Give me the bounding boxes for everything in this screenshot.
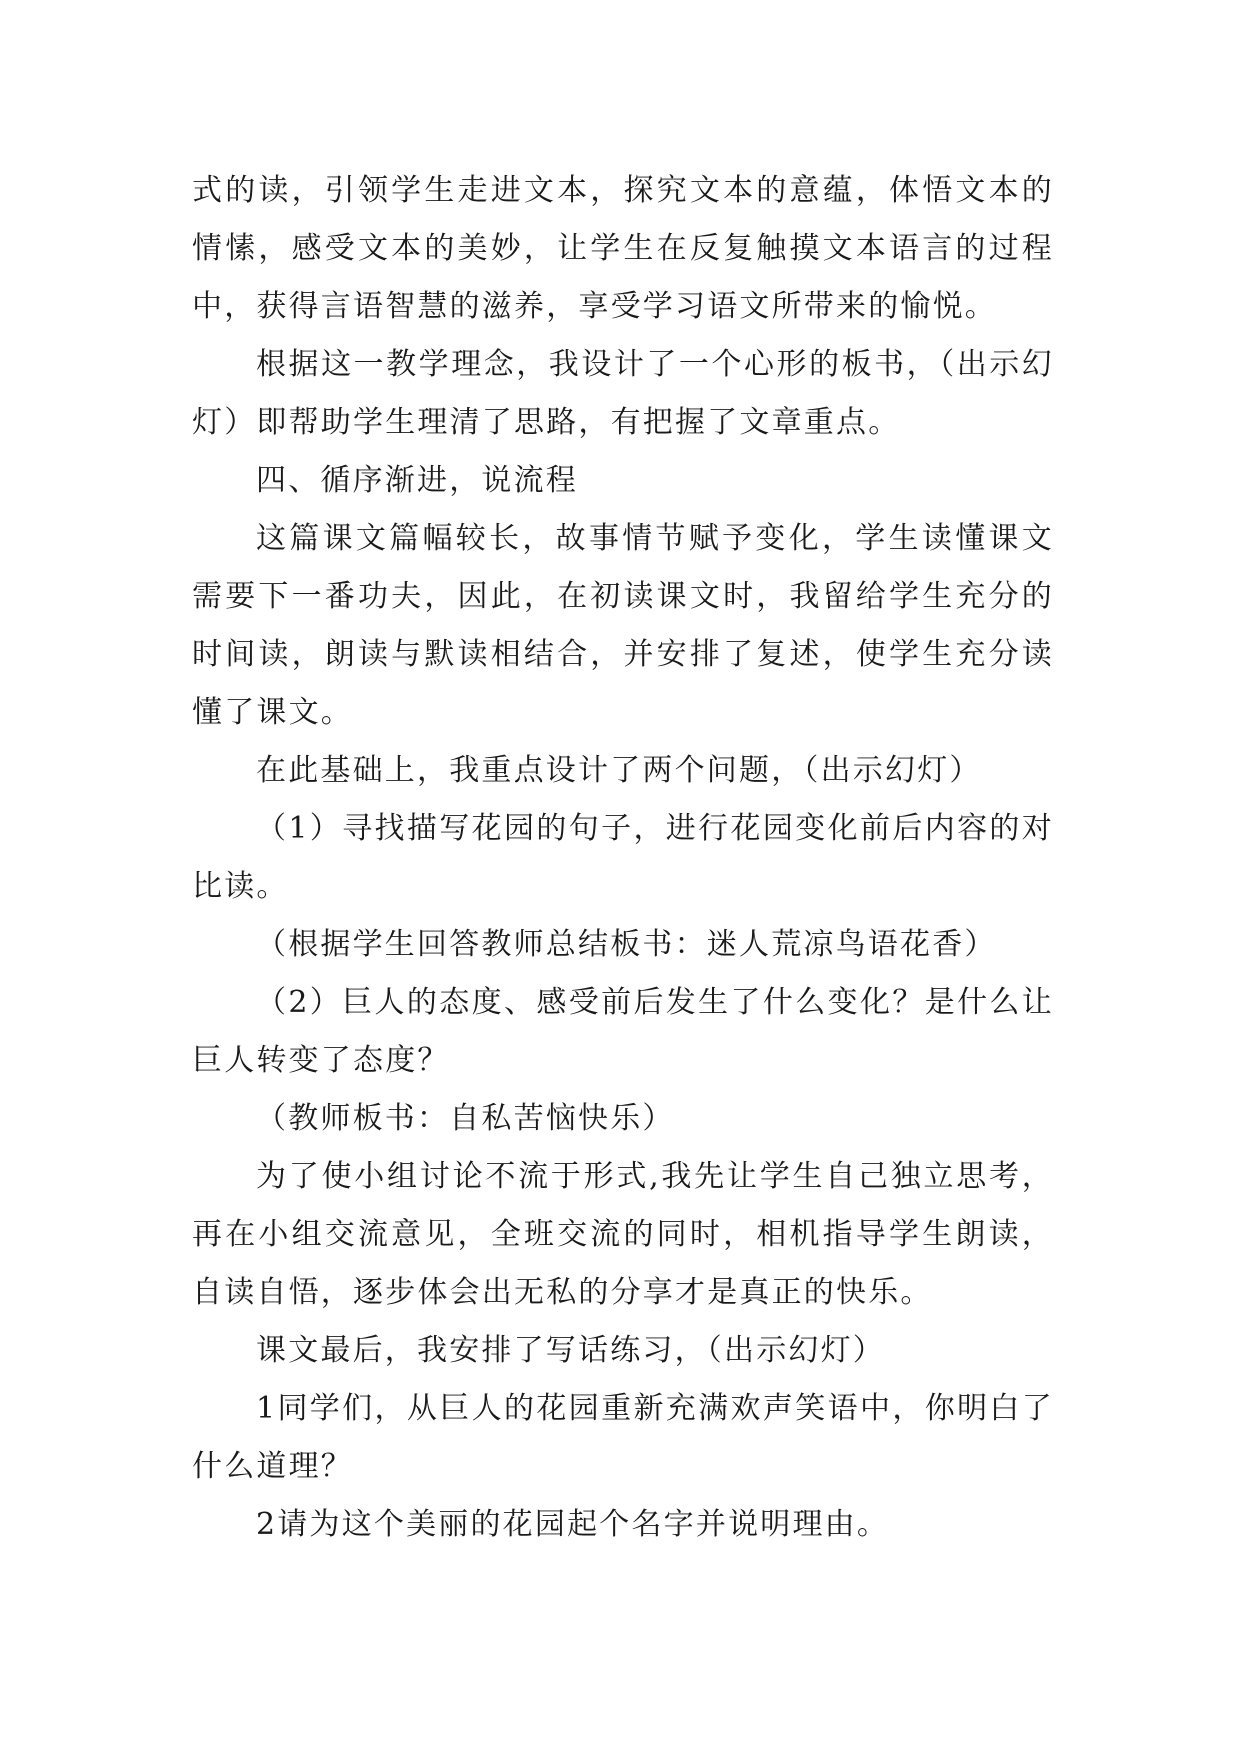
document-body: [192, 162, 1054, 1554]
paragraph-1: 式的读，引领学生走进文本，探究文本的意蕴，体悟文本的情愫，感受文本的美妙，让学生在反复触摸文本语言的过程中，获得言语智慧的滋养，享受学习语文所带来的愉悦。: [192, 173, 1054, 324]
paragraph-10: 为了使小组讨论不流于形式,我先让学生自己独立思考，再在小组交流意见，全班交流的同时，相机指导学生朗读，自读自悟，逐步体会出无私的分享才是真正的快乐。: [192, 1159, 1054, 1310]
board-note-1: （根据学生回答教师总结板书：迷人荒凉鸟语花香）: [256, 927, 997, 962]
paragraph-5: 在此基础上，我重点设计了两个问题，（出示幻灯）: [256, 753, 982, 788]
question-2: （2）巨人的态度、感受前后发生了什么变化？是什么让巨人转变了态度？: [192, 985, 1054, 1078]
paragraph-11: 课文最后，我安排了写话练习，（出示幻灯）: [256, 1333, 885, 1368]
section-heading: 四、循序渐进，说流程: [256, 463, 578, 498]
board-note-2: （教师板书：自私苦恼快乐）: [256, 1101, 675, 1136]
exercise-2: 2请为这个美丽的花园起个名字并说明理由。: [256, 1507, 890, 1542]
question-1: （1）寻找描写花园的句子，进行花园变化前后内容的对比读。: [192, 811, 1054, 904]
paragraph-4: 这篇课文篇幅较长，故事情节赋予变化，学生读懂课文需要下一番功夫，因此，在初读课文时，我留给学生充分的时间读，朗读与默读相结合，并安排了复述，使学生充分读懂了课文。: [192, 521, 1054, 730]
paragraph-2: 根据这一教学理念，我设计了一个心形的板书，（出示幻灯）即帮助学生理清了思路，有把握了文章重点。: [192, 347, 1054, 440]
exercise-1: 1同学们，从巨人的花园重新充满欢声笑语中，你明白了什么道理？: [192, 1391, 1054, 1484]
